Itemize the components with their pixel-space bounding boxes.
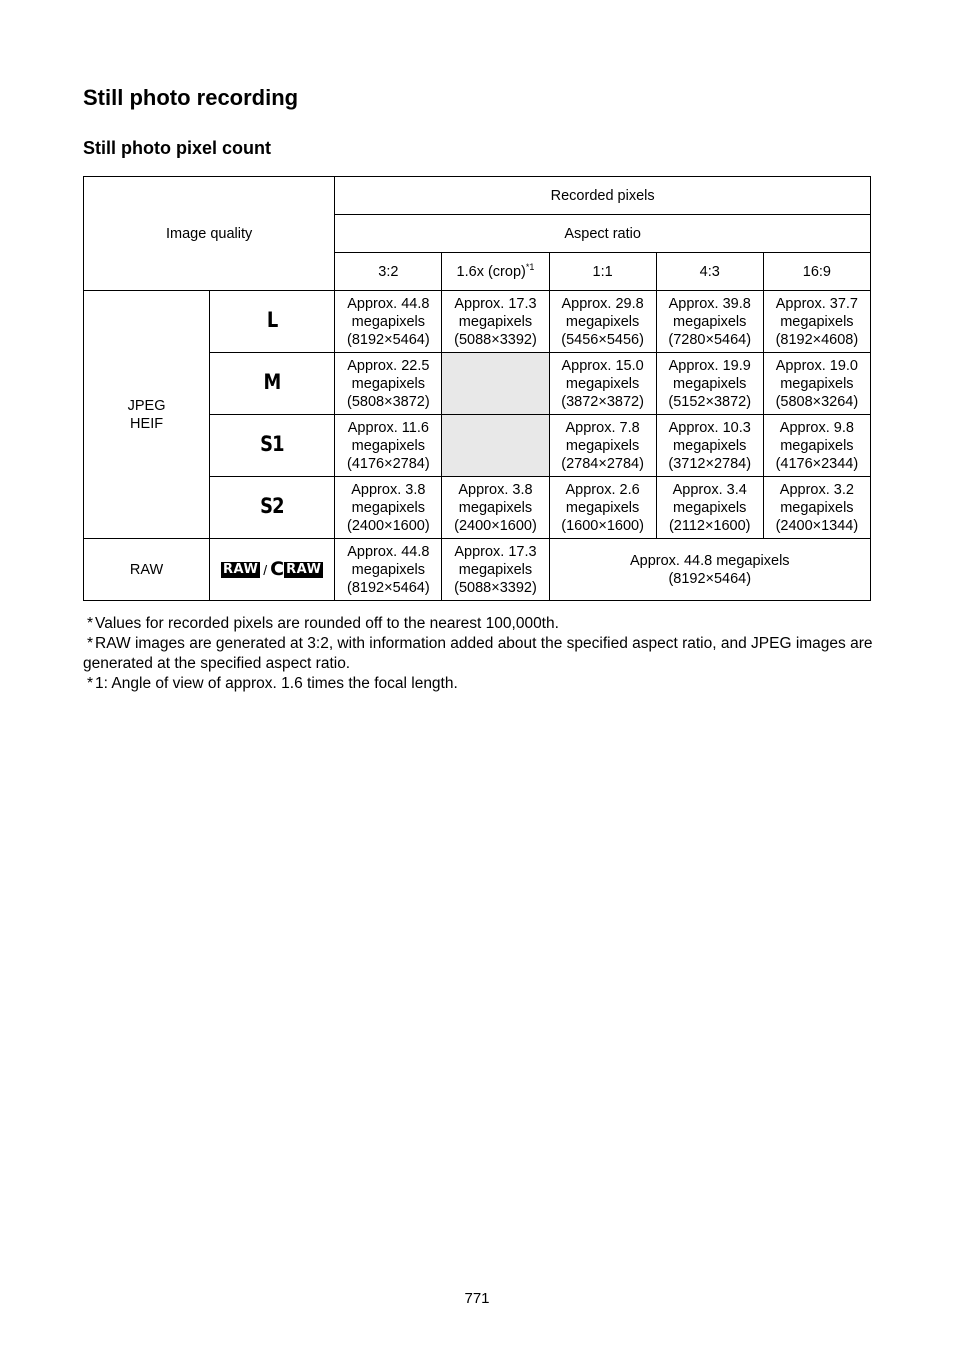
footnote: * Values for recorded pixels are rounded off to the nearest 100,000th. — [87, 615, 559, 632]
col-header-4-3: 4:3 — [656, 253, 763, 291]
footnotes — [83, 614, 873, 694]
cell: Approx. 9.8 megapixels (4176×2344) — [763, 415, 870, 477]
cell: Approx. 2.6 megapixels (1600×1600) — [549, 477, 656, 539]
cell: Approx. 11.6 megapixels (4176×2784) — [335, 415, 442, 477]
cell-not-available — [442, 415, 549, 477]
footnote: * RAW images are generated at 3:2, with information added about the specified aspect ratio, and JPEG images are generated at the specified aspect ratio. — [83, 635, 873, 672]
raw-icon: RAW — [222, 561, 259, 577]
cell: Approx. 7.8 megapixels (2784×2784) — [549, 415, 656, 477]
quality-s2-icon: S2 — [210, 477, 335, 539]
table-row — [84, 291, 871, 353]
table-row-raw — [84, 539, 871, 601]
cell-not-available — [442, 353, 549, 415]
pixel-count-table — [83, 176, 871, 601]
footnote-mark: *1 — [525, 261, 535, 272]
quality-l-icon: L — [210, 291, 335, 353]
cell: Approx. 44.8 megapixels (8192×5464) — [335, 291, 442, 353]
recorded-pixels-header: Recorded pixels — [335, 177, 871, 215]
cell: Approx. 39.8 megapixels (7280×5464) — [656, 291, 763, 353]
cell-merged: Approx. 44.8 megapixels (8192×5464) — [549, 539, 870, 601]
page-number: 771 — [464, 1290, 490, 1307]
cell: Approx. 19.9 megapixels (5152×3872) — [656, 353, 763, 415]
jpeg-heif-label: JPEG HEIF — [84, 291, 210, 539]
cell: Approx. 29.8 megapixels (5456×5456) — [549, 291, 656, 353]
cell: Approx. 17.3 megapixels (5088×3392) — [442, 291, 549, 353]
cell: Approx. 17.3 megapixels (5088×3392) — [442, 539, 549, 601]
cell: Approx. 37.7 megapixels (8192×4608) — [763, 291, 870, 353]
cell: Approx. 15.0 megapixels (3872×3872) — [549, 353, 656, 415]
cell: Approx. 22.5 megapixels (5808×3872) — [335, 353, 442, 415]
quality-m-icon: M — [210, 353, 335, 415]
quality-s1-icon: S1 — [210, 415, 335, 477]
cell: Approx. 3.8 megapixels (2400×1600) — [335, 477, 442, 539]
footnote: * 1: Angle of view of approx. 1.6 times the focal length. — [87, 675, 458, 692]
aspect-ratio-header: Aspect ratio — [335, 215, 871, 253]
craw-c-icon: C — [270, 558, 285, 581]
raw-craw-icon: RAW / C RAW — [210, 539, 335, 601]
section-title: Still photo pixel count — [83, 138, 271, 158]
raw-label: RAW — [84, 539, 210, 601]
cell: Approx. 3.4 megapixels (2112×1600) — [656, 477, 763, 539]
image-quality-header: Image quality — [84, 177, 335, 291]
col-header-3-2: 3:2 — [335, 253, 442, 291]
col-header-crop: 1.6x (crop)$^{*1}$ — [442, 253, 549, 291]
col-header-16-9: 16:9 — [763, 253, 870, 291]
cell: Approx. 3.2 megapixels (2400×1344) — [763, 477, 870, 539]
page-title: Still photo recording — [83, 85, 299, 110]
cell: Approx. 3.8 megapixels (2400×1600) — [442, 477, 549, 539]
cell: Approx. 44.8 megapixels (8192×5464) — [335, 539, 442, 601]
cell: Approx. 10.3 megapixels (3712×2784) — [656, 415, 763, 477]
cell: Approx. 19.0 megapixels (5808×3264) — [763, 353, 870, 415]
col-header-1-1: 1:1 — [549, 253, 656, 291]
craw-icon: RAW — [286, 561, 322, 577]
